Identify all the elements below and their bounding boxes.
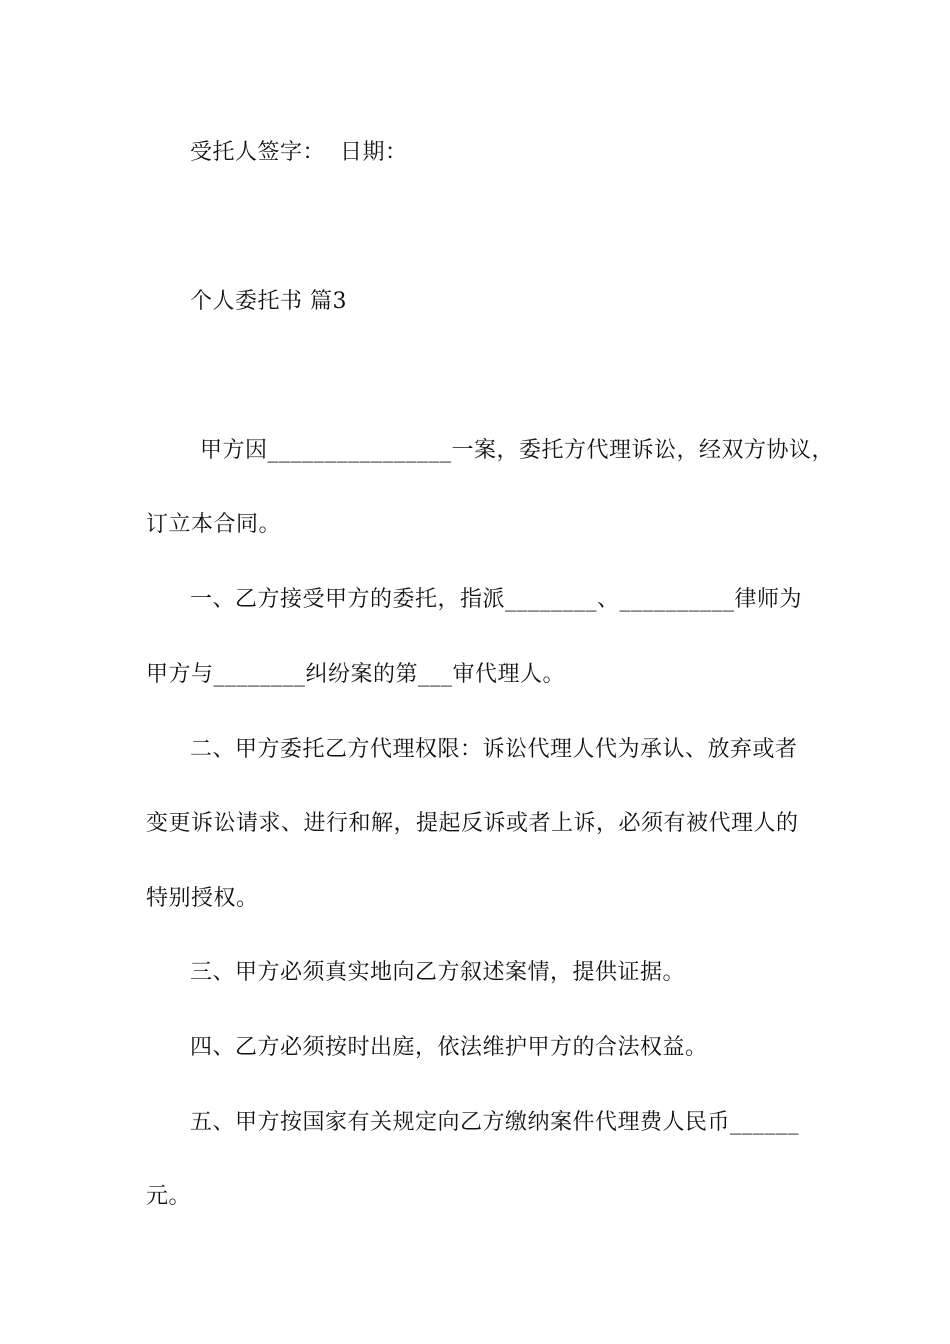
paragraph-line: 元。 — [146, 1184, 192, 1209]
paragraph-line: 三、甲方必须真实地向乙方叙述案情，提供证据。 — [190, 960, 686, 985]
paragraph-line: 变更诉讼请求、进行和解，提起反诉或者上诉，必须有被代理人的 — [146, 811, 799, 836]
section-title: 个人委托书 篇3 — [190, 289, 347, 314]
paragraph-line: 甲方与________纠纷案的第___审代理人。 — [146, 662, 566, 687]
paragraph-line: 二、甲方委托乙方代理权限：诉讼代理人代为承认、放弃或者 — [190, 737, 798, 762]
paragraph-line: 订立本合同。 — [146, 512, 282, 537]
paragraph-line: 特别授权。 — [146, 886, 259, 911]
paragraph-line: 五、甲方按国家有关规定向乙方缴纳案件代理费人民币______ — [190, 1110, 800, 1135]
paragraph-line: 四、乙方必须按时出庭，依法维护甲方的合法权益。 — [190, 1035, 708, 1060]
signature-line: 受托人签字： 日期： — [190, 140, 408, 165]
paragraph-line: 甲方因________________一案，委托方代理诉讼，经双方协议， — [200, 438, 835, 463]
paragraph-line: 一、乙方接受甲方的委托，指派________、__________律师为 — [190, 587, 803, 612]
